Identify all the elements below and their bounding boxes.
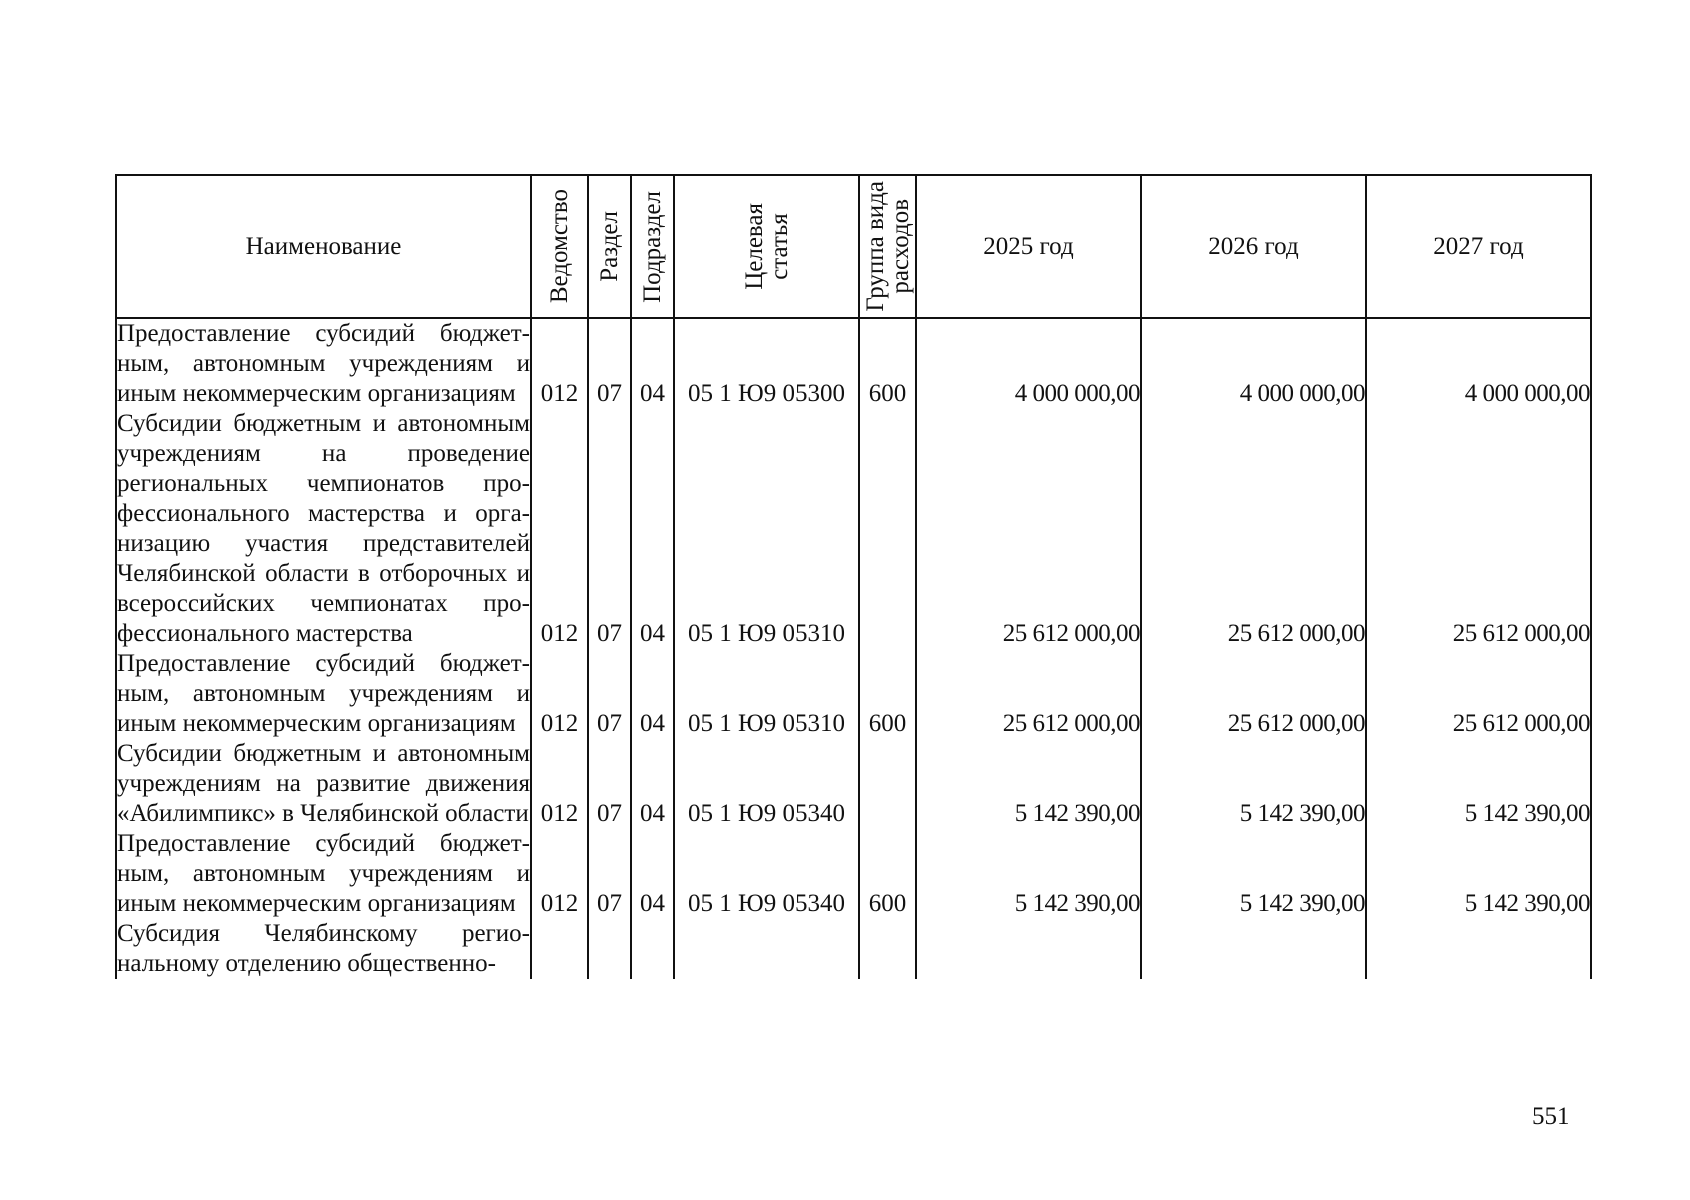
row-section: 07 xyxy=(588,829,631,919)
row-subsection xyxy=(631,919,674,979)
header-department-label: Ведомство xyxy=(546,189,573,304)
header-target-article-label: Целевая статья xyxy=(740,203,793,290)
row-target-article: 05 1 Ю9 05340 xyxy=(674,739,859,829)
table-row xyxy=(116,318,1591,409)
row-name: Субсидия Челябинскому региональному отделению общественно- xyxy=(117,920,530,977)
header-year-2025: 2025 год xyxy=(916,175,1141,318)
row-expense-group: 600 xyxy=(859,649,916,739)
row-section: 07 xyxy=(588,649,631,739)
row-name: Предоставление субсидий бюджетным, автономным учреждениям и иным некоммерческим организациям xyxy=(117,650,530,737)
header-section xyxy=(588,175,631,318)
row-amount-2027: 5 142 390,00 xyxy=(1366,829,1591,919)
table-row xyxy=(116,649,1591,739)
row-amount-2027: 5 142 390,00 xyxy=(1366,739,1591,829)
budget-table xyxy=(115,174,1592,979)
row-target-article: 05 1 Ю9 05310 xyxy=(674,649,859,739)
row-name: Субсидии бюджетным и автономным учреждениям на проведение региональных чемпионатов профессионального мастерства и организацию участия представителей Челябинской области в отборочных и всероссийских чемпионатах профессионального мастерства xyxy=(117,410,530,647)
table-body xyxy=(116,318,1591,979)
row-amount-2026 xyxy=(1141,919,1366,979)
row-department: 012 xyxy=(531,318,588,409)
row-section: 07 xyxy=(588,318,631,409)
header-subsection xyxy=(631,175,674,318)
row-amount-2025: 25 612 000,00 xyxy=(916,409,1141,649)
row-amount-2026: 5 142 390,00 xyxy=(1141,739,1366,829)
row-amount-2026: 25 612 000,00 xyxy=(1141,649,1366,739)
table-row xyxy=(116,919,1591,979)
header-section-label: Раздел xyxy=(596,211,623,282)
row-amount-2027 xyxy=(1366,919,1591,979)
table-row xyxy=(116,739,1591,829)
row-expense-group: 600 xyxy=(859,318,916,409)
table-row xyxy=(116,829,1591,919)
row-department: 012 xyxy=(531,409,588,649)
row-target-article: 05 1 Ю9 05300 xyxy=(674,318,859,409)
row-amount-2025: 5 142 390,00 xyxy=(916,829,1141,919)
row-target-article: 05 1 Ю9 05310 xyxy=(674,409,859,649)
row-amount-2026: 25 612 000,00 xyxy=(1141,409,1366,649)
row-amount-2026: 5 142 390,00 xyxy=(1141,829,1366,919)
header-department xyxy=(531,175,588,318)
row-name: Предоставление субсидий бюджетным, автономным учреждениям и иным некоммерческим организациям xyxy=(117,320,530,407)
row-name: Субсидии бюджетным и автономным учреждениям на развитие движения «Абилимпикс» в Челябинской области xyxy=(117,740,530,827)
row-expense-group xyxy=(859,739,916,829)
page-number: 551 xyxy=(1532,1103,1570,1130)
header-row xyxy=(116,175,1591,318)
header-year-2027: 2027 год xyxy=(1366,175,1591,318)
row-section: 07 xyxy=(588,409,631,649)
header-name: Наименование xyxy=(116,175,531,318)
row-amount-2026: 4 000 000,00 xyxy=(1141,318,1366,409)
header-target-article xyxy=(674,175,859,318)
row-department: 012 xyxy=(531,829,588,919)
header-subsection-label: Подраздел xyxy=(639,190,666,303)
row-target-article: 05 1 Ю9 05340 xyxy=(674,829,859,919)
row-amount-2025: 25 612 000,00 xyxy=(916,649,1141,739)
row-expense-group xyxy=(859,919,916,979)
row-amount-2025: 5 142 390,00 xyxy=(916,739,1141,829)
row-amount-2027: 4 000 000,00 xyxy=(1366,318,1591,409)
row-expense-group xyxy=(859,409,916,649)
row-subsection: 04 xyxy=(631,739,674,829)
row-target-article xyxy=(674,919,859,979)
header-expense-group xyxy=(859,175,916,318)
row-department xyxy=(531,919,588,979)
row-subsection: 04 xyxy=(631,829,674,919)
row-amount-2025: 4 000 000,00 xyxy=(916,318,1141,409)
row-department: 012 xyxy=(531,739,588,829)
row-subsection: 04 xyxy=(631,649,674,739)
header-expense-group-label: Группа вида расходов xyxy=(861,181,914,312)
table-header xyxy=(116,175,1591,318)
row-amount-2027: 25 612 000,00 xyxy=(1366,649,1591,739)
table-row xyxy=(116,409,1591,649)
row-subsection: 04 xyxy=(631,409,674,649)
row-name: Предоставление субсидий бюджетным, автономным учреждениям и иным некоммерческим организациям xyxy=(117,830,530,917)
row-section xyxy=(588,919,631,979)
row-amount-2027: 25 612 000,00 xyxy=(1366,409,1591,649)
row-section: 07 xyxy=(588,739,631,829)
row-subsection: 04 xyxy=(631,318,674,409)
row-amount-2025 xyxy=(916,919,1141,979)
row-department: 012 xyxy=(531,649,588,739)
row-expense-group: 600 xyxy=(859,829,916,919)
header-year-2026: 2026 год xyxy=(1141,175,1366,318)
